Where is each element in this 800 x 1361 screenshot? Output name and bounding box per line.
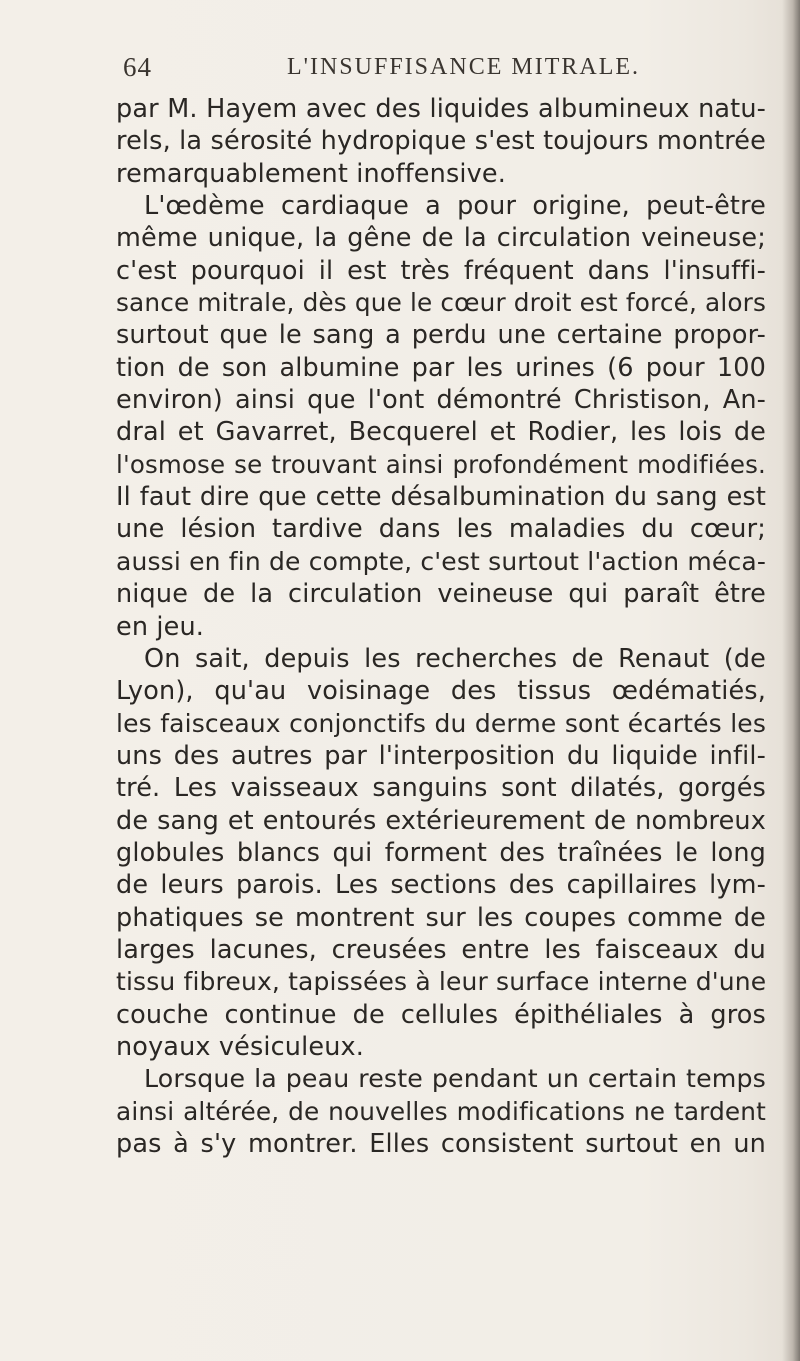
text-line: les faisceaux conjonctifs du derme sont écartés les [116, 708, 766, 738]
text-line: uns des autres par l'interposition du liquide infil- [116, 740, 766, 771]
running-title: L'INSUFFISANCE MITRALE. [287, 54, 641, 80]
page-header [0, 52, 800, 92]
text-line: Il faut dire que cette désalbumination du sang est [116, 482, 766, 513]
text-line: ainsi altérée, de nouvelles modifications ne tardent [116, 1096, 766, 1126]
text-line: c'est pourquoi il est très fréquent dans l'insuffi- [116, 255, 766, 286]
text-line: remarquablement inoffensive. [116, 158, 506, 189]
text-line: rels, la sérosité hydropique s'est toujours montrée [116, 126, 766, 157]
text-line: en jeu. [116, 611, 205, 642]
text-line: sance mitrale, dès que le cœur droit est forcé, alors [116, 288, 767, 318]
page-edge-shadow [782, 0, 800, 1361]
text-line: tissu fibreux, tapissées à leur surface interne d'une [116, 967, 767, 997]
text-line: tion de son albumine par les urines (6 pour 100 [116, 352, 766, 383]
text-line: l'osmose se trouvant ainsi profondément modifiées. [116, 449, 766, 479]
text-line: On sait, depuis les recherches de Renaut (de [144, 643, 766, 674]
text-line: aussi en fin de compte, c'est surtout l'action méca- [116, 546, 766, 576]
text-line: globules blancs qui forment des traînées le long [116, 837, 766, 868]
body-text [116, 93, 766, 1160]
text-line: couche continue de cellules épithéliales à gros [116, 999, 766, 1030]
text-line: nique de la circulation veineuse qui paraît être [116, 579, 766, 610]
text-line: Lorsque la peau reste pendant un certain temps [144, 1064, 766, 1094]
text-line: Lyon), qu'au voisinage des tissus œdématiés, [116, 676, 766, 707]
text-line: L'œdème cardiaque a pour origine, peut-être [144, 191, 766, 222]
text-line: de sang et entourés extérieurement de nombreux [116, 805, 766, 836]
text-line: de leurs parois. Les sections des capillaires lym- [116, 870, 766, 901]
text-line: pas à s'y montrer. Elles consistent surtout en un [116, 1129, 766, 1159]
text-line: par M. Hayem avec des liquides albumineux natu- [116, 94, 766, 124]
text-line: phatiques se montrent sur les coupes comme de [116, 902, 766, 933]
page-number: 64 [123, 52, 152, 82]
text-line: surtout que le sang a perdu une certaine propor- [116, 320, 766, 351]
text-line: tré. Les vaisseaux sanguins sont dilatés, gorgés [116, 773, 766, 804]
text-line: environ) ainsi que l'ont démontré Christison, An- [116, 385, 766, 416]
text-line: noyaux vésiculeux. [116, 1031, 365, 1062]
text-line: dral et Gavarret, Becquerel et Rodier, les lois de [116, 417, 766, 448]
text-line: même unique, la gêne de la circulation veineuse; [116, 223, 766, 254]
text-line: une lésion tardive dans les maladies du cœur; [116, 514, 766, 545]
text-line: larges lacunes, creusées entre les faisceaux du [116, 934, 766, 965]
